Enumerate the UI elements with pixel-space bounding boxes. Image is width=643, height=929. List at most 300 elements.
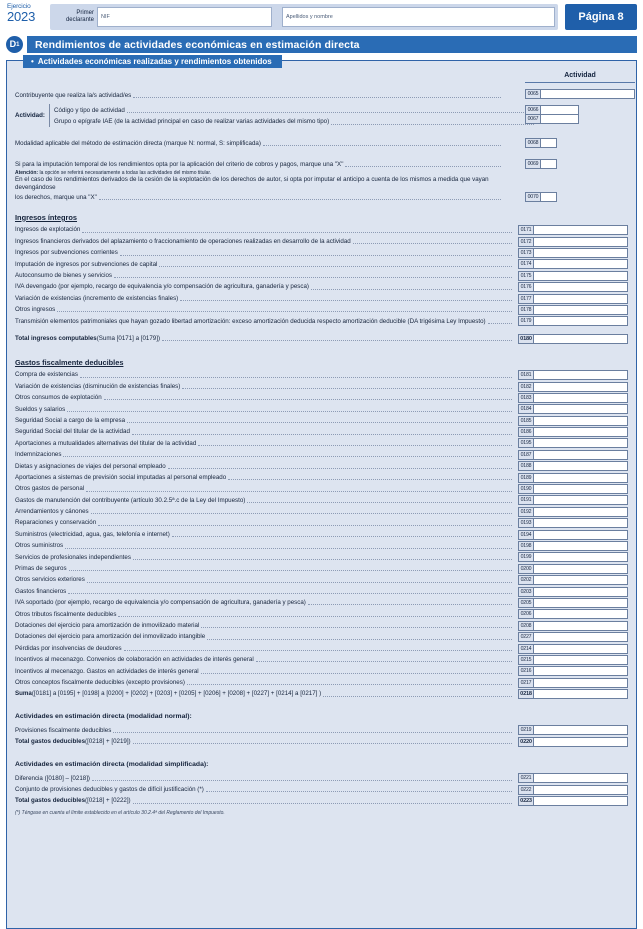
leader-dots xyxy=(162,340,512,341)
ingresos-heading: Ingresos íntegros xyxy=(15,212,78,222)
box-0172[interactable] xyxy=(518,237,628,247)
section-title-bar xyxy=(6,36,637,53)
row-label: Ingresos financieros derivados del aplazamiento o fraccionamiento de operaciones realizadas en desarrollo de la actividad xyxy=(15,237,351,245)
surname-name-input[interactable]: Apellidos y nombre xyxy=(282,7,555,27)
amount-row xyxy=(15,517,628,528)
box-0208[interactable] xyxy=(518,621,628,631)
box-number-0172: 0172 xyxy=(518,237,534,247)
amount-row xyxy=(15,654,628,665)
box-0206[interactable] xyxy=(518,609,628,619)
box-number-0198: 0198 xyxy=(518,541,534,551)
amount-row xyxy=(15,437,628,448)
leader-dots xyxy=(118,616,512,617)
amount-row xyxy=(15,724,628,735)
box-0192[interactable] xyxy=(518,507,628,517)
fiscal-year-block xyxy=(6,4,50,30)
leader-dots xyxy=(98,525,512,526)
leader-dots xyxy=(132,434,512,435)
row-label: Gastos financieros xyxy=(15,587,67,595)
amount-row xyxy=(15,426,628,437)
row-label: Seguridad Social a cargo de la empresa xyxy=(15,416,126,424)
input-0208[interactable] xyxy=(534,621,628,631)
box-0200[interactable] xyxy=(518,564,628,574)
amount-row xyxy=(15,247,628,258)
autor-label-line2-row xyxy=(15,191,503,202)
box-0193[interactable] xyxy=(518,518,628,528)
row-label: Incentivos al mecenazgo. Gastos en actividades de interés general xyxy=(15,667,199,675)
panel-body xyxy=(7,61,636,820)
input-0173[interactable] xyxy=(534,248,628,258)
leader-dots xyxy=(82,232,512,233)
leader-dots xyxy=(92,780,512,781)
box-number-0192: 0192 xyxy=(518,507,534,517)
autor-label-line1: En el caso de los rendimientos derivados de la cesión de la explotación de los derechos de autor, si opta por imputar el anticipo a cuenta de los mismos a medida que vayan devengándose xyxy=(15,175,489,191)
fiscal-year-label: Ejercicio xyxy=(7,3,31,10)
input-0190[interactable] xyxy=(534,484,628,494)
input-0214[interactable] xyxy=(534,644,628,654)
box-number-0222: 0222 xyxy=(518,785,534,795)
box-number-0189: 0189 xyxy=(518,473,534,483)
row-label: Otros ingresos xyxy=(15,306,56,314)
leader-dots xyxy=(168,468,512,469)
amount-row xyxy=(15,269,628,280)
leader-dots xyxy=(124,650,512,651)
row-label: Autoconsumo de bienes y servicios xyxy=(15,272,112,280)
activity-word-label: Actividad: xyxy=(15,112,45,120)
leader-dots xyxy=(198,445,512,446)
leader-dots xyxy=(65,548,512,549)
box-number-0171: 0171 xyxy=(518,225,534,235)
box-number-0227: 0227 xyxy=(518,632,534,642)
leader-dots xyxy=(159,266,512,267)
normal-rows xyxy=(15,724,628,735)
total-ingresos-formula: (Suma [0171] a [0179]) xyxy=(96,335,161,342)
row-label: Otros gastos de personal xyxy=(15,485,85,493)
box-number-0066: 0066 xyxy=(525,105,541,115)
declarant-label-line2: declarante xyxy=(65,17,94,23)
input-0223[interactable] xyxy=(534,796,628,806)
leader-dots xyxy=(133,743,512,744)
box-0191[interactable] xyxy=(518,495,628,505)
leader-dots xyxy=(69,570,512,571)
box-number-0069: 0069 xyxy=(525,159,541,169)
box-number-0221: 0221 xyxy=(518,773,534,783)
leader-dots xyxy=(180,300,512,301)
document-header xyxy=(6,4,637,30)
amount-row xyxy=(15,494,628,505)
amount-row xyxy=(15,315,628,326)
row-label: Provisiones fiscalmente deducibles xyxy=(15,726,112,734)
box-0067[interactable] xyxy=(525,114,579,124)
amount-row xyxy=(15,281,628,292)
input-0177[interactable] xyxy=(534,294,628,304)
input-0069[interactable] xyxy=(541,159,557,169)
input-0067[interactable] xyxy=(541,114,579,124)
box-0171[interactable] xyxy=(518,225,628,235)
input-0176[interactable] xyxy=(534,282,628,292)
box-0190[interactable] xyxy=(518,484,628,494)
box-number-0200: 0200 xyxy=(518,564,534,574)
row-label: Gastos de manutención del contribuyente (artículo 30.2.5ª.c de la Ley del Impuesto) xyxy=(15,496,246,504)
input-0068[interactable] xyxy=(541,138,557,148)
box-number-0065: 0065 xyxy=(525,89,541,99)
leader-dots xyxy=(114,277,512,278)
leader-dots xyxy=(172,536,512,537)
leader-dots xyxy=(228,479,512,480)
row-label: Transmisión elementos patrimoniales que hayan gozado libertad amortización: exceso amortización deducida respecto amortización deducible (DA trigésima Ley Impuesto) xyxy=(15,317,486,325)
leader-dots xyxy=(256,661,512,662)
input-0183[interactable] xyxy=(534,393,628,403)
amount-row xyxy=(15,448,628,459)
boxes-codigo-grupo xyxy=(525,105,579,124)
box-number-0177: 0177 xyxy=(518,294,534,304)
input-0171[interactable] xyxy=(534,225,628,235)
box-0176[interactable] xyxy=(518,282,628,292)
box-number-0182: 0182 xyxy=(518,382,534,392)
box-number-0176: 0176 xyxy=(518,282,534,292)
box-number-0185: 0185 xyxy=(518,416,534,426)
input-0221[interactable] xyxy=(534,773,628,783)
box-0203[interactable] xyxy=(518,587,628,597)
input-0185[interactable] xyxy=(534,416,628,426)
row-label: Otros servicios exteriores xyxy=(15,576,85,584)
input-0178[interactable] xyxy=(534,305,628,315)
amount-row xyxy=(15,392,628,403)
input-0187[interactable] xyxy=(534,450,628,460)
box-number-0220: 0220 xyxy=(518,737,534,747)
leader-dots xyxy=(133,559,512,560)
total-normal-label: Total gastos deducibles xyxy=(15,738,86,746)
amount-row xyxy=(15,642,628,653)
row-label: Otros consumos de explotación xyxy=(15,394,102,402)
bullet-icon: • xyxy=(31,56,34,66)
input-0220[interactable] xyxy=(534,737,628,747)
box-number-0195: 0195 xyxy=(518,438,534,448)
leader-dots xyxy=(86,491,512,492)
input-0222[interactable] xyxy=(534,785,628,795)
autor-label-line2: los derechos, marque una "X" xyxy=(15,194,97,202)
box-number-0186: 0186 xyxy=(518,427,534,437)
input-0192[interactable] xyxy=(534,507,628,517)
box-number-0218: 0218 xyxy=(518,689,534,699)
input-0180[interactable] xyxy=(534,334,628,344)
box-number-0206: 0206 xyxy=(518,609,534,619)
box-0177[interactable] xyxy=(518,294,628,304)
box-0183[interactable] xyxy=(518,393,628,403)
section-badge-letter: D xyxy=(9,39,17,49)
box-0187[interactable] xyxy=(518,450,628,460)
leader-dots xyxy=(345,166,501,167)
leader-dots xyxy=(99,199,501,200)
row-label: Sueldos y salarios xyxy=(15,405,66,413)
simplificada-heading: Actividades en estimación directa (modalidad simplificada): xyxy=(15,760,209,768)
amount-row xyxy=(15,414,628,425)
box-number-0068: 0068 xyxy=(525,138,541,148)
simplificada-footnote: (*) Téngase en cuenta el límite establecido en el artículo 30.2.4ª del Reglamento del Impuesto. xyxy=(15,810,225,817)
amount-row xyxy=(15,585,628,596)
box-0186[interactable] xyxy=(518,427,628,437)
amount-row xyxy=(15,528,628,539)
row-suma-gastos xyxy=(15,688,628,699)
box-number-0187: 0187 xyxy=(518,450,534,460)
box-number-0175: 0175 xyxy=(518,271,534,281)
gastos-heading: Gastos fiscalmente deducibles xyxy=(15,357,124,367)
leader-dots xyxy=(201,673,512,674)
box-number-0181: 0181 xyxy=(518,370,534,380)
amount-row xyxy=(15,597,628,608)
amount-row xyxy=(15,540,628,551)
input-0198[interactable] xyxy=(534,541,628,551)
row-label: Reparaciones y conservación xyxy=(15,519,97,527)
box-number-0215: 0215 xyxy=(518,655,534,665)
amount-row xyxy=(15,676,628,687)
input-0065[interactable] xyxy=(541,89,635,99)
amount-row xyxy=(15,292,628,303)
box-0223[interactable] xyxy=(518,796,628,806)
row-label: Incentivos al mecenazgo. Convenios de colaboración en actividades de interés general xyxy=(15,656,254,664)
amount-row xyxy=(15,471,628,482)
simplificada-rows xyxy=(15,772,628,795)
leader-dots xyxy=(63,456,512,457)
declarant-bar xyxy=(50,4,558,30)
input-0199[interactable] xyxy=(534,552,628,562)
input-0195[interactable] xyxy=(534,438,628,448)
box-0189[interactable] xyxy=(518,473,628,483)
box-0184[interactable] xyxy=(518,404,628,414)
box-number-0188: 0188 xyxy=(518,461,534,471)
box-0188[interactable] xyxy=(518,461,628,471)
amount-row xyxy=(15,631,628,642)
row-label: Otros conceptos fiscalmente deducibles (excepto provisiones) xyxy=(15,678,185,686)
amount-row xyxy=(15,258,628,269)
row-label: Compra de existencias xyxy=(15,371,78,379)
section-title: Rendimientos de actividades económicas en estimación directa xyxy=(27,36,637,53)
row-label: Arrendamientos y cánones xyxy=(15,508,89,516)
input-0172[interactable] xyxy=(534,237,628,247)
ingresos-rows xyxy=(15,224,628,327)
input-0203[interactable] xyxy=(534,587,628,597)
nif-input[interactable]: NIF xyxy=(97,7,272,27)
row-label: Servicios de profesionales independientes xyxy=(15,553,131,561)
subsection-title-bar xyxy=(23,55,282,68)
box-0221[interactable] xyxy=(518,773,628,783)
amount-row xyxy=(15,551,628,562)
box-number-0190: 0190 xyxy=(518,484,534,494)
box-0070[interactable] xyxy=(525,192,557,202)
box-0217[interactable] xyxy=(518,678,628,688)
leader-dots xyxy=(201,627,512,628)
box-0215[interactable] xyxy=(518,655,628,665)
input-0200[interactable] xyxy=(534,564,628,574)
codigo-label: Código y tipo de actividad xyxy=(54,107,125,115)
input-0189[interactable] xyxy=(534,473,628,483)
row-label: Dietas y asignaciones de viajes del personal empleado xyxy=(15,462,166,470)
total-normal-formula: ([0218] + [0219]) xyxy=(85,738,131,746)
box-0216[interactable] xyxy=(518,666,628,676)
box-number-0183: 0183 xyxy=(518,393,534,403)
gastos-rows xyxy=(15,369,628,688)
box-0227[interactable] xyxy=(518,632,628,642)
box-0219[interactable] xyxy=(518,725,628,735)
contribuyente-label: Contribuyente que realiza la/s actividad/es xyxy=(15,91,132,99)
leader-dots xyxy=(120,255,512,256)
amount-row xyxy=(15,224,628,235)
row-label: Aportaciones a sistemas de previsión social imputadas al personal empleado xyxy=(15,473,227,481)
input-0188[interactable] xyxy=(534,461,628,471)
declarant-label xyxy=(53,10,97,24)
input-0191[interactable] xyxy=(534,495,628,505)
fiscal-year-value: 2023 xyxy=(7,8,36,24)
amount-row xyxy=(15,483,628,494)
leader-dots xyxy=(127,422,512,423)
input-0182[interactable] xyxy=(534,382,628,392)
box-number-0191: 0191 xyxy=(518,495,534,505)
box-0069[interactable] xyxy=(525,159,557,169)
box-number-0067: 0067 xyxy=(525,114,541,124)
leader-dots xyxy=(353,243,512,244)
row-label: Otros tributos fiscalmente deducibles xyxy=(15,610,117,618)
leader-dots xyxy=(133,97,501,98)
leader-dots xyxy=(127,112,534,113)
box-0173[interactable] xyxy=(518,248,628,258)
input-0193[interactable] xyxy=(534,518,628,528)
leader-dots xyxy=(187,684,512,685)
box-number-0214: 0214 xyxy=(518,644,534,654)
atencion-bold: Atención: xyxy=(15,169,39,176)
subsection-title: Actividades económicas realizadas y rendimientos obtenidos xyxy=(37,57,272,66)
box-0174[interactable] xyxy=(518,259,628,269)
row-label: Imputación de ingresos por subvenciones de capital xyxy=(15,260,158,268)
amount-row xyxy=(15,369,628,380)
row-label: Dotaciones del ejercicio para amortización del inmovilizado intangible xyxy=(15,633,206,641)
amount-row xyxy=(15,505,628,516)
amount-row xyxy=(15,380,628,391)
leader-dots xyxy=(182,388,512,389)
amount-row xyxy=(15,665,628,676)
box-number-0174: 0174 xyxy=(518,259,534,269)
box-0220[interactable] xyxy=(518,737,628,747)
leader-dots xyxy=(207,639,512,640)
box-number-0178: 0178 xyxy=(518,305,534,315)
box-0218[interactable] xyxy=(518,689,628,699)
box-0185[interactable] xyxy=(518,416,628,426)
row-label: Otros suministros xyxy=(15,542,64,550)
box-number-0179: 0179 xyxy=(518,316,534,326)
box-number-0208: 0208 xyxy=(518,621,534,631)
box-number-0217: 0217 xyxy=(518,678,534,688)
declarant-label-line1: Primer xyxy=(76,10,94,17)
box-0214[interactable] xyxy=(518,644,628,654)
box-0198[interactable] xyxy=(518,541,628,551)
amount-row xyxy=(15,608,628,619)
row-label: Conjunto de provisiones deducibles y gastos de difícil justificación (*) xyxy=(15,785,204,793)
box-0199[interactable] xyxy=(518,552,628,562)
row-label: Seguridad Social del titular de la actividad xyxy=(15,428,130,436)
box-0222[interactable] xyxy=(518,785,628,795)
input-0175[interactable] xyxy=(534,271,628,281)
box-number-0194: 0194 xyxy=(518,530,534,540)
row-label: Variación de existencias (incremento de existencias finales) xyxy=(15,294,179,302)
box-0180[interactable] xyxy=(518,334,628,344)
amount-row xyxy=(15,562,628,573)
grupo-label: Grupo o epígrafe IAE (de la actividad principal en caso de realizar varias actividades del mismo tipo) xyxy=(54,118,330,126)
suma-gastos-formula: ([0181] a [0195] + [0198] a [0200] + [0202] + [0203] + [0205] + [0206] + [0208] + [0227] + [0214] a [0217] ) xyxy=(31,690,322,698)
section-badge xyxy=(6,36,23,53)
box-0179[interactable] xyxy=(518,316,628,326)
box-0195[interactable] xyxy=(518,438,628,448)
leader-dots xyxy=(323,696,512,697)
normal-heading: Actividades en estimación directa (modalidad normal): xyxy=(15,713,192,721)
box-0178[interactable] xyxy=(518,305,628,315)
box-number-0173: 0173 xyxy=(518,248,534,258)
input-0218[interactable] xyxy=(534,689,628,699)
leader-dots xyxy=(57,311,512,312)
leader-dots xyxy=(87,582,512,583)
input-0215[interactable] xyxy=(534,655,628,665)
input-0194[interactable] xyxy=(534,530,628,540)
box-0181[interactable] xyxy=(518,370,628,380)
atencion-text: la opción se referirá necesariamente a todas las actividades del mismo titular. xyxy=(38,169,212,176)
input-0202[interactable] xyxy=(534,575,628,585)
leader-dots xyxy=(104,399,512,400)
activity-column-rule xyxy=(525,82,635,83)
input-0219[interactable] xyxy=(534,725,628,735)
amount-row xyxy=(15,783,628,794)
box-0068[interactable] xyxy=(525,138,557,148)
box-number-0203: 0203 xyxy=(518,587,534,597)
input-0217[interactable] xyxy=(534,678,628,688)
box-0194[interactable] xyxy=(518,530,628,540)
input-0070[interactable] xyxy=(541,192,557,202)
box-0202[interactable] xyxy=(518,575,628,585)
leader-dots xyxy=(80,377,512,378)
input-0181[interactable] xyxy=(534,370,628,380)
row-label: IVA devengado (por ejemplo, recargo de equivalencia y/o compensación de agricultura, ganadería y pesca) xyxy=(15,283,309,291)
box-0065[interactable] xyxy=(525,89,635,99)
box-number-0205: 0205 xyxy=(518,598,534,608)
leader-dots xyxy=(331,124,534,125)
box-number-0184: 0184 xyxy=(518,404,534,414)
leader-dots xyxy=(133,803,512,804)
activity-column-header: Actividad xyxy=(564,72,596,79)
input-0174[interactable] xyxy=(534,259,628,269)
box-number-0199: 0199 xyxy=(518,552,534,562)
modalidad-label: Modalidad aplicable del método de estimación directa (marque N: normal, S: simplificada) xyxy=(15,139,261,147)
input-0184[interactable] xyxy=(534,404,628,414)
amount-row xyxy=(15,460,628,471)
input-0206[interactable] xyxy=(534,609,628,619)
row-label: Dotaciones del ejercicio para amortización de inmovilizado material xyxy=(15,621,200,629)
input-0179[interactable] xyxy=(534,316,628,326)
suma-gastos-label: Suma xyxy=(15,690,32,698)
amount-row xyxy=(15,403,628,414)
total-simpl-label: Total gastos deducibles xyxy=(15,797,86,805)
box-0205[interactable] xyxy=(518,598,628,608)
leader-dots xyxy=(113,732,512,733)
input-0186[interactable] xyxy=(534,427,628,437)
row-total-simplificada xyxy=(15,795,628,806)
leader-dots xyxy=(311,289,512,290)
main-panel xyxy=(6,56,637,929)
input-0205[interactable] xyxy=(534,598,628,608)
leader-dots xyxy=(308,604,512,605)
input-0216[interactable] xyxy=(534,666,628,676)
box-0175[interactable] xyxy=(518,271,628,281)
box-0182[interactable] xyxy=(518,382,628,392)
input-0227[interactable] xyxy=(534,632,628,642)
section-badge-sub: 1 xyxy=(16,41,20,48)
row-label: Indemnizaciones xyxy=(15,451,62,459)
